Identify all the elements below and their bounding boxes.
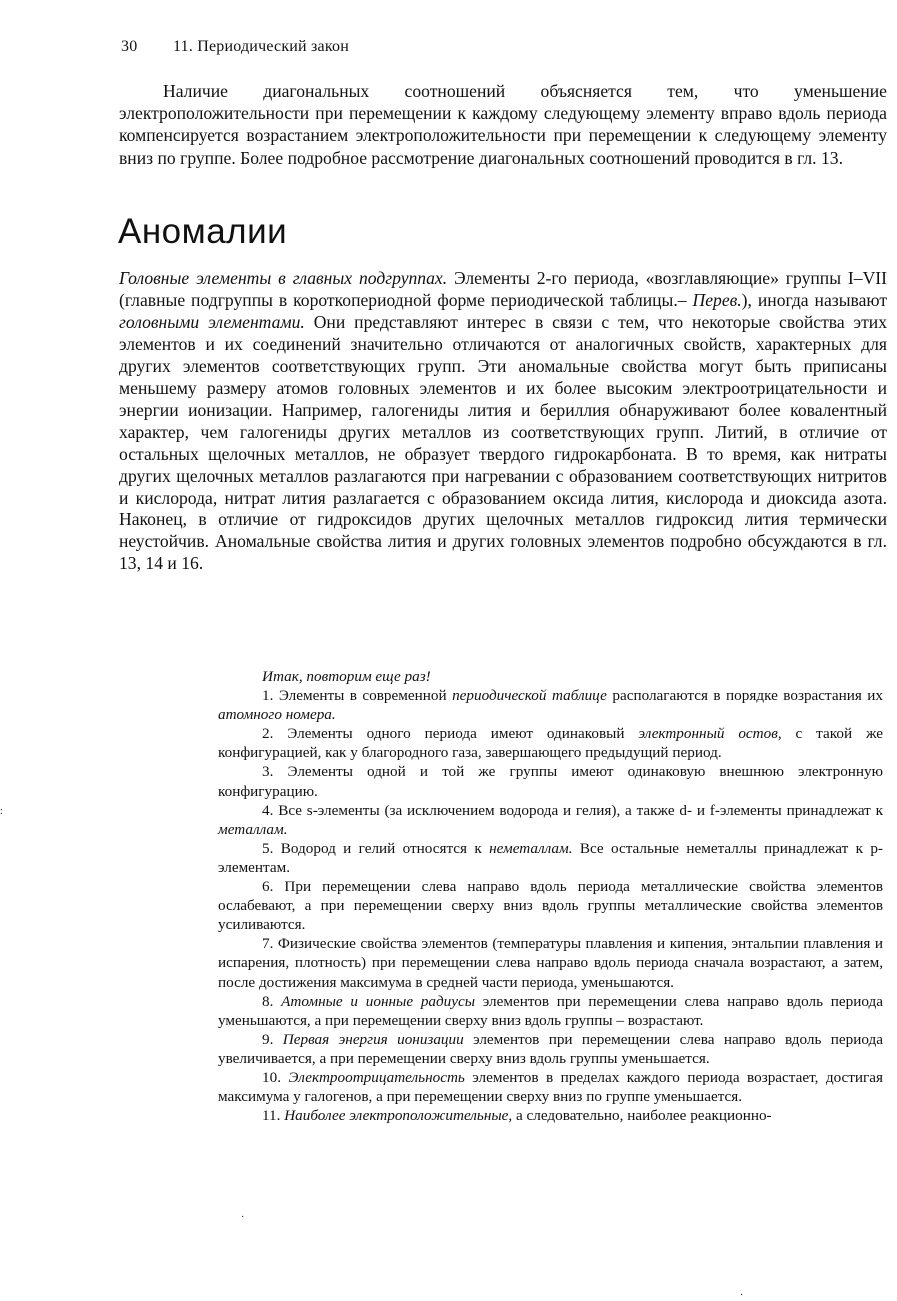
summary-box — [218, 667, 883, 1125]
translator-note: Перев. — [692, 289, 742, 310]
margin-mark: : — [0, 806, 3, 817]
term-head-elements: головными элементами. — [119, 311, 305, 332]
summary-item: 2. Элементы одного периода имеют одинаковый электронный остов, с такой же конфигурацией, как у благородного газа, завершающего предыдущий период. — [218, 725, 884, 762]
page-header — [121, 38, 349, 56]
paragraph-text-1: Элементы 2-го периода, «возглавляющие» группы I–VII (главные подгруппы в короткопериодной форме периодической таблицы.– — [119, 268, 887, 310]
summary-item: 6. При перемещении слева направо вдоль периода металлические свойства элементов ослабевают, а при перемещении сверху вниз вдоль группы металлические свойства элементов усиливаются. — [218, 878, 883, 934]
scan-speck: · — [241, 1212, 245, 1223]
summary-item: 5. Водород и гелий относятся к неметаллам. Все остальные неметаллы принадлежат к p-элементам. — [218, 839, 883, 876]
summary-item: 11. Наиболее электроположительные, а следовательно, наиболее реакционно- — [262, 1107, 772, 1125]
intro-paragraph: Наличие диагональных соотношений объясняется тем, что уменьшение электроположительности при перемещении к каждому следующему элементу вправо вдоль периода компенсируется возрастанием электроположительности при перемещении к следующему элементу вниз по группе. Более подробное рассмотрение диагональных соотношений проводится в гл. 13. — [119, 81, 887, 168]
summary-item: 4. Все s-элементы (за исключением водорода и гелия), а также d- и f-элементы принадлежат к металлам. — [218, 801, 883, 838]
paragraph-text-2: ), иногда называют — [741, 289, 888, 310]
chapter-title: 11. Периодический закон — [173, 38, 349, 55]
summary-item: 9. Первая энергия ионизации элементов при перемещении слева направо вдоль периода увеличивается, а при перемещении сверху вниз вдоль группы уменьшается. — [218, 1030, 883, 1067]
summary-item: 3. Элементы одной и той же группы имеют одинаковую внешнюю электронную конфигурацию. — [218, 763, 883, 800]
summary-item: 8. Атомные и ионные радиусы элементов при перемещении слева направо вдоль периода уменьшаются, а при перемещении сверху вниз вдоль группы – возрастают. — [218, 992, 884, 1029]
paragraph-text-3: Они представляют интерес в связи с тем, что некоторые свойства этих элементов и их соединений значительно отличаются от аналогичных свойств, характерных для других элементов соответствующих групп. Эти аномальные свойства могут быть приписаны меньшему размеру атомов головных элементов и их более высоким электроотрицательности и энергии ионизации. Например, галогениды лития и бериллия обнаруживают более ковалентный характер, чем галогениды других металлов из соответствующих групп. Литий, в отличие от остальных щелочных металлов, не образует твердого гидрокарбоната. В то время, как нитраты других щелочных металлов разлагаются при нагревании с образованием соответствующих нитритов и кислорода, нитрат лития разлагается с образованием оксида лития, кислорода и диоксида азота. Наконец, в отличие от гидроксидов других щелочных металлов гидроксид лития термически неустойчив. Аномальные свойства лития и других головных элементов подробно обсуждаются в гл. 13, 14 и 16. — [119, 311, 887, 574]
summary-title: Итак, повторим еще раз! — [262, 668, 431, 685]
section-title: Аномалии — [118, 212, 288, 251]
page-number: 30 — [121, 38, 138, 55]
scan-speck: · — [740, 1290, 744, 1301]
summary-item: 7. Физические свойства элементов (температуры плавления и кипения, энтальпии плавления и испарения, плотность) при перемещении слева направо вдоль периода сначала возрастают, а затем, после достижения максимума в средней части периода, уменьшаются. — [218, 935, 883, 991]
summary-item: 10. Электроотрицательность элементов в пределах каждого периода возрастает, достигая максимума у галогенов, а при перемещении сверху вниз по группе уменьшается. — [218, 1068, 883, 1106]
anomalies-paragraph — [119, 268, 887, 575]
paragraph-lead: Головные элементы в главных подгруппах. — [119, 268, 448, 288]
summary-item: 1. Элементы в современной периодической таблице располагаются в порядке возрастания их атомного номера. — [218, 687, 884, 724]
